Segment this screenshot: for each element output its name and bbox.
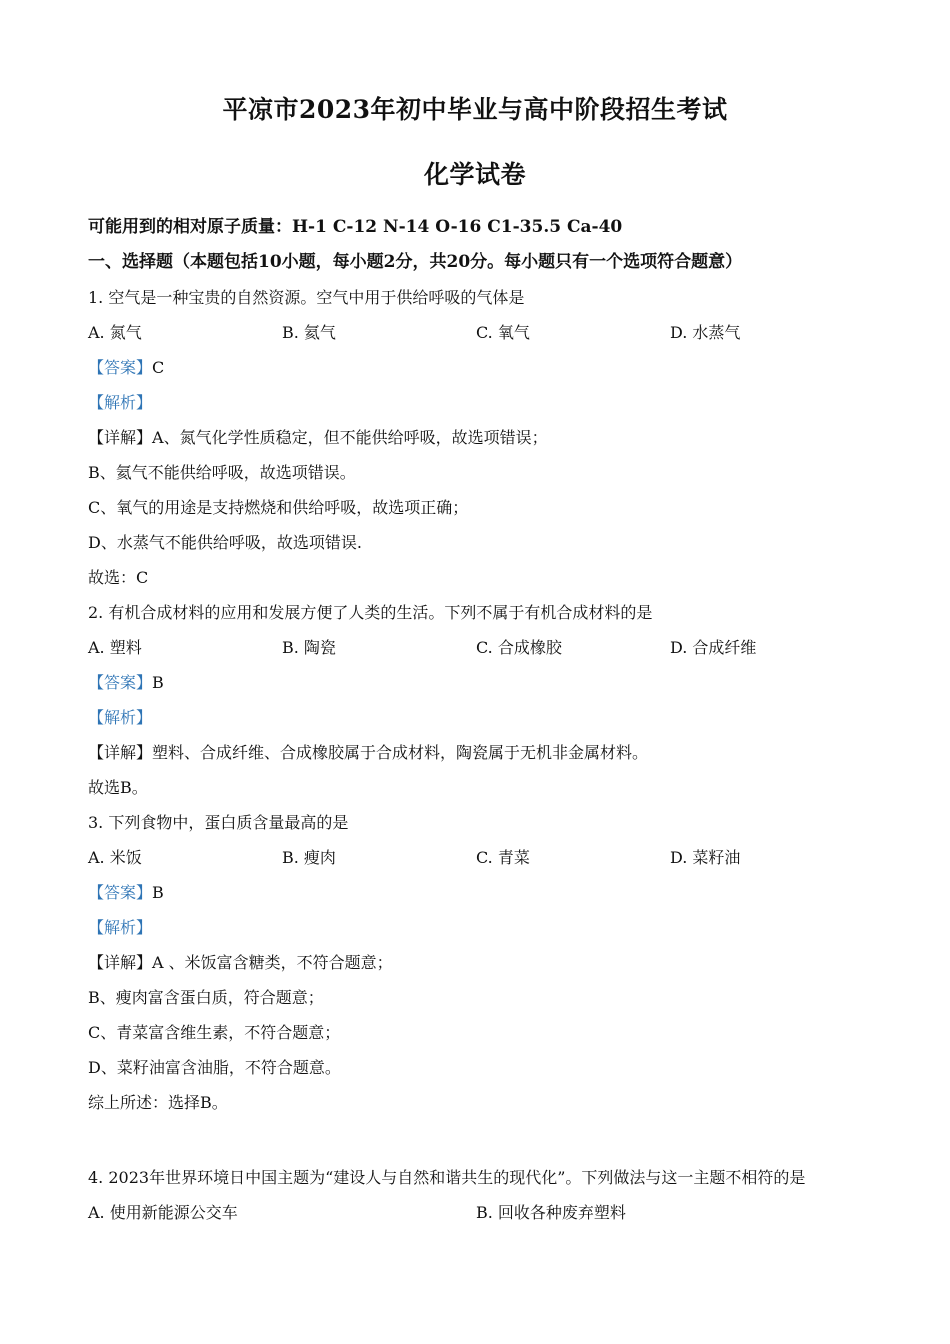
q1-answer-value: C — [152, 358, 165, 377]
q3-detail-line-d: D、菜籽油富含油脂，不符合题意。 — [88, 1058, 341, 1077]
q1-answer — [88, 355, 164, 378]
detail-label: 【详解】 — [88, 428, 153, 447]
atomic-mass-line: 可能用到的相对原子质量：H-1 C-12 N-14 O-16 C1-35.5 Ca-40 — [88, 217, 623, 237]
q1-analysis-label: 【解析】 — [88, 393, 153, 412]
q1-conclusion: 故选：C — [88, 568, 149, 587]
q1-option-c: C. 氧气 — [476, 323, 530, 342]
q1-detail-line-b: B、氦气不能供给呼吸，故选项错误。 — [88, 463, 356, 482]
q2-conclusion: 故选B。 — [88, 778, 148, 797]
q2-answer — [88, 670, 164, 693]
q1-detail — [88, 425, 548, 448]
section-heading: 一、选择题（本题包括10小题，每小题2分，共20分。每小题只有一个选项符合题意） — [88, 252, 743, 272]
q1-detail-line-d: D、水蒸气不能供给呼吸，故选项错误. — [88, 533, 362, 552]
q3-analysis-label: 【解析】 — [88, 918, 153, 937]
q1-detail-text: A、氮气化学性质稳定，但不能供给呼吸，故选项错误； — [152, 428, 548, 447]
q2-option-b: B. 陶瓷 — [282, 638, 336, 657]
page-title: 平凉市2023年初中毕业与高中阶段招生考试 — [222, 95, 728, 124]
q3-stem: 3. 下列食物中，蛋白质含量最高的是 — [88, 813, 349, 832]
q3-detail — [88, 950, 393, 973]
q1-option-d: D. 水蒸气 — [670, 323, 741, 342]
answer-label: 【答案】 — [88, 358, 153, 377]
detail-label: 【详解】 — [88, 953, 153, 972]
q1-option-b: B. 氦气 — [282, 323, 336, 342]
q2-option-c: C. 合成橡胶 — [476, 638, 562, 657]
q2-detail — [88, 740, 648, 763]
q2-stem: 2. 有机合成材料的应用和发展方便了人类的生活。下列不属于有机合成材料的是 — [88, 603, 653, 622]
q2-detail-text: 塑料、合成纤维、合成橡胶属于合成材料，陶瓷属于无机非金属材料。 — [152, 743, 649, 762]
q3-detail-line-c: C、青菜富含维生素，不符合题意； — [88, 1023, 341, 1042]
q2-option-d: D. 合成纤维 — [670, 638, 757, 657]
q3-detail-line-b: B、瘦肉富含蛋白质，符合题意； — [88, 988, 324, 1007]
q3-detail-text: A 、米饭富含糖类，不符合题意； — [152, 953, 393, 972]
q1-stem: 1. 空气是一种宝贵的自然资源。空气中用于供给呼吸的气体是 — [88, 288, 525, 307]
q2-option-a: A. 塑料 — [88, 638, 142, 657]
q1-option-a: A. 氮气 — [88, 323, 142, 342]
q4-option-b: B. 回收各种废弃塑料 — [476, 1203, 626, 1222]
answer-label: 【答案】 — [88, 883, 153, 902]
q3-option-c: C. 青菜 — [476, 848, 530, 867]
detail-label: 【详解】 — [88, 743, 153, 762]
q3-option-a: A. 米饭 — [88, 848, 142, 867]
q3-option-d: D. 菜籽油 — [670, 848, 741, 867]
page-subtitle: 化学试卷 — [423, 160, 526, 189]
q2-analysis-label: 【解析】 — [88, 708, 153, 727]
q2-answer-value: B — [152, 673, 164, 692]
q4-stem: 4. 2023年世界环境日中国主题为“建设人与自然和谐共生的现代化”。下列做法与这一主题不相符的是 — [88, 1168, 806, 1187]
q1-detail-line-c: C、氧气的用途是支持燃烧和供给呼吸，故选项正确； — [88, 498, 469, 517]
q3-answer-value: B — [152, 883, 164, 902]
q3-conclusion: 综上所述：选择B。 — [88, 1093, 228, 1112]
q3-answer — [88, 880, 164, 903]
q4-option-a: A. 使用新能源公交车 — [88, 1203, 238, 1222]
answer-label: 【答案】 — [88, 673, 153, 692]
q3-option-b: B. 瘦肉 — [282, 848, 336, 867]
